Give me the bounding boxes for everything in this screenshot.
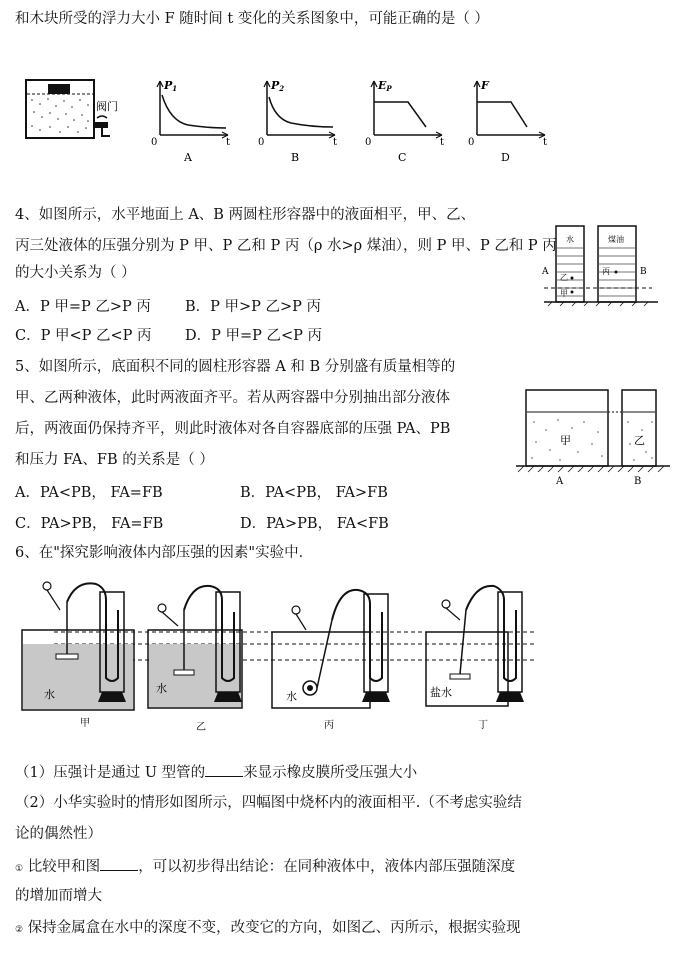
svg-text:丁: 丁: [478, 720, 488, 731]
q4-options-row1: [15, 297, 321, 317]
q4-option-b[interactable]: B．P 甲>P 乙>P 丙: [185, 299, 322, 315]
graph-c-letter: C: [398, 151, 407, 164]
panel-jia: [22, 582, 134, 729]
q5-line1: 5、如图所示，底面积不同的圆柱形容器 A 和 B 分别盛有质量相等的: [15, 359, 456, 375]
q5-options-row2: [15, 514, 389, 534]
svg-text:0: 0: [365, 137, 372, 148]
svg-text:盐水: 盐水: [430, 686, 452, 699]
q6-sub1: ① 比较甲和图 ，可以初步得出结论：在同种液体中，液体内部压强随深度: [15, 856, 515, 879]
q5-line2: 甲、乙两种液体，此时两液面齐平。若从两容器中分别抽出部分液体: [15, 390, 450, 406]
svg-text:丙: 丙: [602, 267, 610, 276]
svg-text:B: B: [640, 267, 647, 277]
graph-a-letter: A: [184, 151, 192, 164]
q4-option-c[interactable]: C．P 甲<P 乙<P 丙: [15, 328, 152, 344]
svg-text:水: 水: [44, 688, 55, 701]
svg-text:乙: 乙: [634, 434, 645, 447]
q4-line1: 4、如图所示，水平地面上 A、B 两圆柱形容器中的液面相平，甲、乙、: [15, 207, 476, 223]
svg-text:EP: EP: [378, 79, 392, 93]
svg-text:t: t: [333, 137, 338, 148]
svg-text:0: 0: [151, 137, 158, 148]
svg-text:A: A: [542, 267, 549, 277]
q4-option-d[interactable]: D．P 甲=P 乙<P 丙: [185, 328, 323, 344]
svg-text:P2: P2: [271, 79, 285, 93]
circled-two-marker: ②: [15, 925, 24, 935]
graph-b-letter: B: [291, 151, 300, 164]
valve-label: 阀门: [96, 100, 118, 113]
svg-text:乙: 乙: [196, 722, 206, 733]
q3-graph-b: [255, 75, 347, 167]
answer-blank-2[interactable]: [100, 856, 138, 871]
q6-line1: 6、在"探究影响液体内部压强的因素"实验中．: [15, 545, 314, 561]
q5-option-b[interactable]: B．PA<PB， FA>FB: [240, 485, 388, 501]
q4-line2: 丙三处液体的压强分别为 P 甲、P 乙和 P 丙（ρ 水>ρ 煤油），则 P 甲、P 乙和 P 丙: [15, 238, 557, 254]
q5-line3: 后，两液面仍保持齐平，则此时液体对各自容器底部的压强 PA、PB: [15, 421, 451, 437]
svg-text:t: t: [440, 137, 445, 148]
svg-text:水: 水: [566, 235, 574, 244]
svg-text:水: 水: [156, 682, 167, 695]
svg-text:P1: P1: [164, 79, 178, 93]
svg-text:甲: 甲: [560, 289, 568, 298]
svg-text:甲: 甲: [560, 434, 571, 447]
q5-line4: 和压力 FA、FB 的关系是（ ）: [15, 452, 214, 468]
panel-ding: [426, 586, 524, 731]
q4-containers-figure: [540, 222, 668, 312]
svg-text:水: 水: [286, 690, 297, 703]
q3-graph-a: [148, 75, 240, 167]
q5-option-d[interactable]: D．PA>PB， FA<FB: [240, 516, 389, 532]
graph-d-letter: D: [501, 151, 510, 164]
answer-blank-1[interactable]: [205, 762, 243, 777]
q3-graph-c: [362, 75, 454, 167]
svg-text:丙: 丙: [324, 720, 334, 731]
q6-part2-line1: （2）小华实验时的情形如图所示，四幅图中烧杯内的液面相平.（不考虑实验结: [15, 795, 522, 811]
q6-part2-line2: 论的偶然性）: [15, 826, 102, 842]
q4-options-row2: [15, 326, 322, 346]
q6-experiment-figure: [14, 570, 554, 742]
svg-text:0: 0: [258, 137, 265, 148]
q6-sub2: ② 保持金属盒在水中的深度不变，改变它的方向，如图乙、丙所示，根据实验现: [15, 920, 521, 936]
svg-text:t: t: [226, 137, 231, 148]
q5-options-row1: [15, 483, 388, 503]
q5-containers-figure: [512, 382, 672, 490]
q3-tail-text: 和木块所受的浮力大小 F 随时间 t 变化的关系图象中，可能正确的是（ ）: [15, 11, 489, 27]
svg-text:F: F: [481, 79, 489, 92]
panel-yi: [148, 586, 242, 733]
svg-text:甲: 甲: [80, 718, 90, 729]
svg-text:煤油: 煤油: [608, 235, 624, 244]
q5-option-a[interactable]: A．PA<PB， FA=FB: [15, 485, 163, 501]
q6-sub1-line2: 的增加而增大: [15, 888, 102, 904]
q3-tank-figure: [20, 72, 125, 150]
svg-text:t: t: [543, 137, 548, 148]
svg-text:0: 0: [468, 137, 475, 148]
q3-graph-d: [465, 75, 557, 167]
q4-line3: 的大小关系为（ ）: [15, 265, 136, 281]
q4-option-a[interactable]: A．P 甲=P 乙>P 丙: [15, 299, 151, 315]
svg-text:乙: 乙: [560, 273, 568, 282]
svg-text:A: A: [556, 476, 564, 487]
svg-text:B: B: [634, 476, 642, 487]
q5-option-c[interactable]: C．PA>PB， FA=FB: [15, 516, 164, 532]
q6-part1: （1）压强计是通过 U 型管的 来显示橡皮膜所受压强大小: [15, 762, 417, 783]
circled-one-marker: ①: [15, 864, 24, 874]
